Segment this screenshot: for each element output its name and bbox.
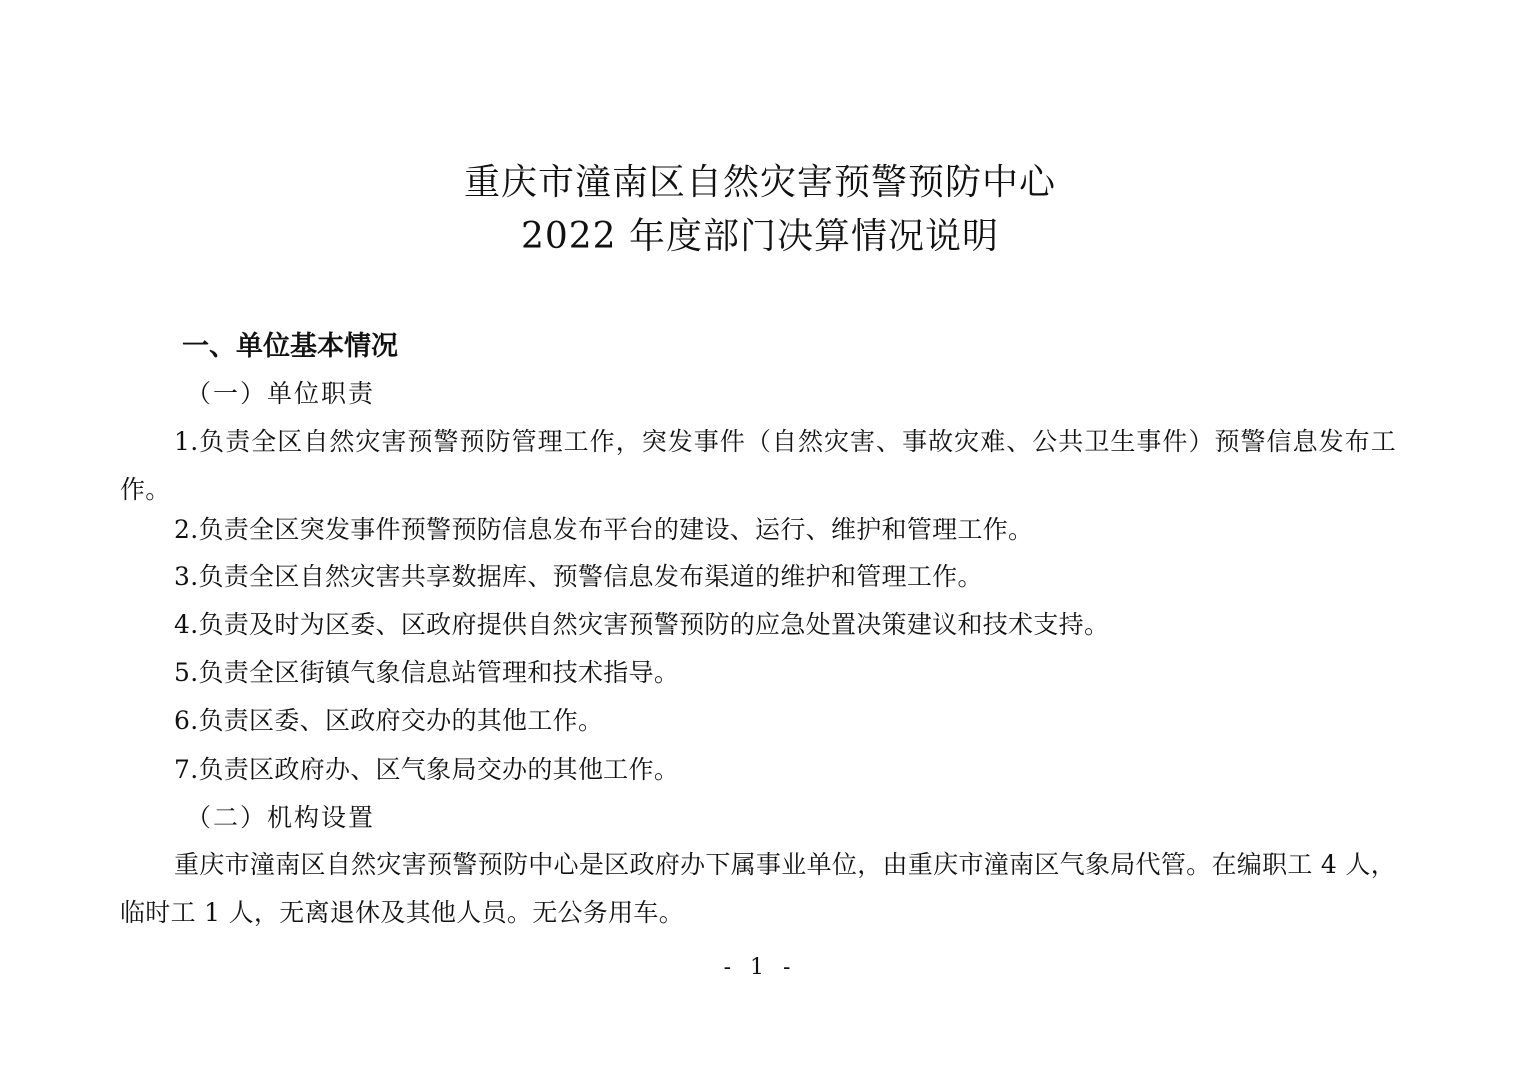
duty-item-3: 3.负责全区自然灾害共享数据库、预警信息发布渠道的维护和管理工作。 bbox=[174, 562, 983, 591]
duty-item-7: 7.负责区政府办、区气象局交办的其他工作。 bbox=[174, 755, 680, 784]
subsection-heading-duties: （一）单位职责 bbox=[186, 379, 376, 408]
organization-paragraph: 重庆市潼南区自然灾害预警预防中心是区政府办下属事业单位，由重庆市潼南区气象局代管。在编职工 4 人，临时工 1 人，无离退休及其他人员。无公务用车。 bbox=[120, 850, 1396, 927]
page-number: - 1 - bbox=[723, 955, 797, 980]
duty-item-6: 6.负责区委、区政府交办的其他工作。 bbox=[174, 706, 604, 735]
duty-item-2: 2.负责全区突发事件预警预防信息发布平台的建设、运行、维护和管理工作。 bbox=[174, 515, 1034, 544]
document-title-line-2: 2022 年度部门决算情况说明 bbox=[520, 216, 1000, 257]
duty-item-4: 4.负责及时为区委、区政府提供自然灾害预警预防的应急处置决策建议和技术支持。 bbox=[174, 610, 1110, 639]
duty-item-5: 5.负责全区街镇气象信息站管理和技术指导。 bbox=[174, 658, 680, 687]
duty-item-1: 1.负责全区自然灾害预警预防管理工作，突发事件（自然灾害、事故灾难、公共卫生事件）预警信息发布工作。 bbox=[120, 427, 1396, 504]
document-title-line-1: 重庆市潼南区自然灾害预警预防中心 bbox=[463, 162, 1056, 203]
section-heading-basic-info: 一、单位基本情况 bbox=[182, 331, 398, 362]
subsection-heading-organization: （二）机构设置 bbox=[186, 803, 376, 832]
